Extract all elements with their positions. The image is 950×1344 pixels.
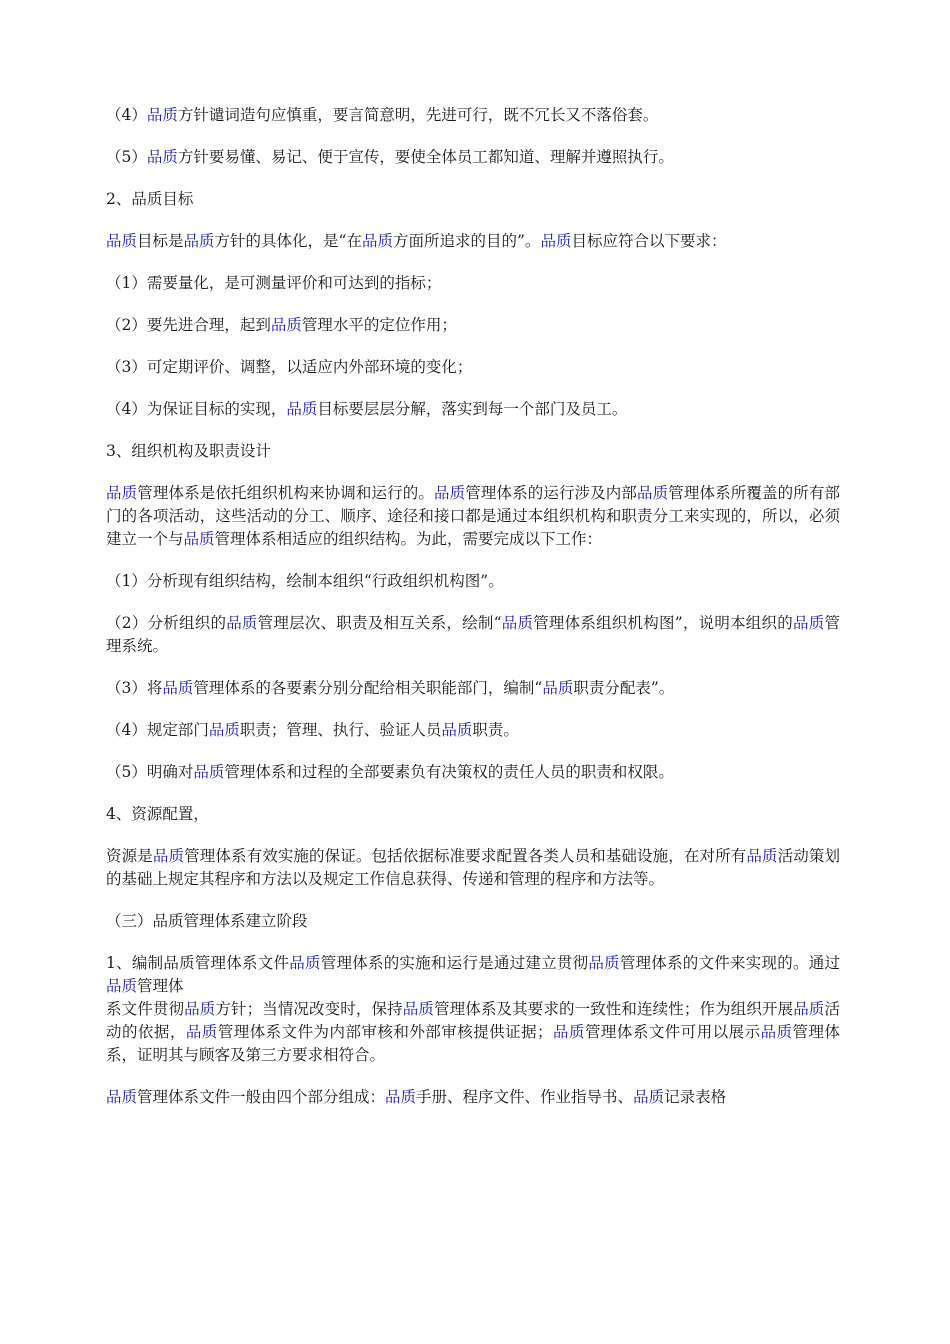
paragraph-text: 管理体系，证明其与顾客及第三方要求相符合。 xyxy=(106,1023,840,1064)
paragraph-text: 目标应符合以下要求： xyxy=(571,232,727,250)
keyword-link[interactable]: 品质 xyxy=(146,106,178,124)
paragraph-text: 活动的依据， xyxy=(106,1000,840,1041)
keyword-link[interactable]: 品质 xyxy=(106,232,138,250)
paragraph xyxy=(106,612,840,658)
keyword-link[interactable]: 品质 xyxy=(193,763,225,781)
paragraph-text: （5） xyxy=(106,148,147,166)
paragraph-text: 资源是 xyxy=(106,847,153,865)
keyword-link[interactable]: 品质 xyxy=(106,977,138,995)
paragraph xyxy=(106,104,840,127)
paragraph-text: 职责；管理、执行、验证人员 xyxy=(239,721,442,739)
keyword-link[interactable]: 品质 xyxy=(106,1088,138,1106)
paragraph-text: （1）分析现有组织结构，绘制本组织“行政组织机构图”。 xyxy=(106,572,504,590)
keyword-link[interactable]: 品质 xyxy=(542,679,574,697)
paragraph xyxy=(106,314,840,337)
paragraph-text: 记录表格 xyxy=(664,1088,727,1106)
keyword-link[interactable]: 品质 xyxy=(637,484,669,502)
paragraph-text: 方针的具体化，是“在 xyxy=(214,232,362,250)
paragraph-text: 职责。 xyxy=(472,721,519,739)
paragraph-text: （4）规定部门 xyxy=(106,721,209,739)
paragraph-text: （2）要先进合理，起到 xyxy=(106,316,271,334)
keyword-link[interactable]: 品质 xyxy=(441,721,473,739)
paragraph-text: （4）为保证目标的实现， xyxy=(106,400,287,418)
paragraph-text: 管理层次、职责及相互关系，绘制“ xyxy=(257,614,502,632)
paragraph-text: 管理体系的文件来实现的。通过 xyxy=(619,954,840,972)
paragraph xyxy=(106,803,840,826)
keyword-link[interactable]: 品质 xyxy=(183,232,215,250)
paragraph-text: 方针要易懂、易记、便于宣传，要使全体员工都知道、理解并遵照执行。 xyxy=(177,148,674,166)
paragraph xyxy=(106,146,840,169)
paragraph xyxy=(106,677,840,700)
paragraph-text: （1）需要量化，是可测量评价和可达到的指标； xyxy=(106,274,442,292)
paragraph xyxy=(106,910,840,933)
keyword-link[interactable]: 品质 xyxy=(552,1023,585,1041)
paragraph-text: 目标是 xyxy=(137,232,184,250)
paragraph-text: 3、组织机构及职责设计 xyxy=(106,442,271,460)
paragraph xyxy=(106,1086,840,1109)
paragraph-text: 系文件贯彻 xyxy=(106,1000,185,1018)
keyword-link[interactable]: 品质 xyxy=(270,316,302,334)
paragraph-text: （3）可定期评价、调整，以适应内外部环境的变化； xyxy=(106,358,473,376)
keyword-link[interactable]: 品质 xyxy=(385,1088,417,1106)
keyword-link[interactable]: 品质 xyxy=(540,232,572,250)
paragraph-text: 管理体系及其要求的一致性和连续性；作为组织开展 xyxy=(434,1000,794,1018)
keyword-link[interactable]: 品质 xyxy=(208,721,240,739)
paragraph-text: （三）品质管理体系建立阶段 xyxy=(106,912,308,930)
keyword-link[interactable]: 品质 xyxy=(402,1000,435,1018)
paragraph-text: 管理体系组织机构图”，说明本组织的 xyxy=(533,614,793,632)
paragraph-text: 管理体系的实施和运行是通过建立贯彻 xyxy=(320,954,589,972)
paragraph xyxy=(106,440,840,463)
paragraph xyxy=(106,272,840,295)
paragraph xyxy=(106,482,840,551)
keyword-link[interactable]: 品质 xyxy=(433,484,466,502)
keyword-link[interactable]: 品质 xyxy=(184,1000,216,1018)
paragraph xyxy=(106,356,840,379)
paragraph-text: （2）分析组织的 xyxy=(106,614,227,632)
keyword-link[interactable]: 品质 xyxy=(185,1023,218,1041)
paragraph xyxy=(106,719,840,742)
paragraph-text: 活动策划的基础上规定其程序和方法以及规定工作信息获得、传递和管理的程序和方法等。 xyxy=(106,847,840,888)
keyword-link[interactable]: 品质 xyxy=(793,1000,825,1018)
paragraph xyxy=(106,188,840,211)
paragraph-text: 方针；当情况改变时，保持 xyxy=(215,1000,403,1018)
keyword-link[interactable]: 品质 xyxy=(746,847,778,865)
keyword-link[interactable]: 品质 xyxy=(588,954,620,972)
paragraph-text: 管理体系文件一般由四个部分组成： xyxy=(137,1088,386,1106)
paragraph-text: 管理体系的运行涉及内部 xyxy=(465,484,638,502)
keyword-link[interactable]: 品质 xyxy=(183,530,215,548)
keyword-link[interactable]: 品质 xyxy=(760,1023,793,1041)
paragraph xyxy=(106,570,840,593)
paragraph-text: 管理体系相适应的组织结构。为此，需要完成以下工作： xyxy=(214,530,603,548)
document-page xyxy=(106,104,840,1128)
paragraph-text: （5）明确对 xyxy=(106,763,194,781)
paragraph-text: 方面所追求的目的”。 xyxy=(393,232,541,250)
keyword-link[interactable]: 品质 xyxy=(792,614,825,632)
keyword-link[interactable]: 品质 xyxy=(106,484,138,502)
paragraph-text: 管理体系的各要素分别分配给相关职能部门，编制“ xyxy=(193,679,543,697)
keyword-link[interactable]: 品质 xyxy=(146,148,178,166)
paragraph-text: 职责分配表”。 xyxy=(573,679,675,697)
keyword-link[interactable]: 品质 xyxy=(226,614,258,632)
paragraph-text: 管理体系是依托组织机构来协调和运行的。 xyxy=(137,484,434,502)
paragraph-text: （4） xyxy=(106,106,147,124)
paragraph-text: 管理体系和过程的全部要素负有决策权的责任人员的职责和权限。 xyxy=(224,763,674,781)
paragraph-text: 管理体系有效实施的保证。包括依据标准要求配置各类人员和基础设施，在对所有 xyxy=(184,847,747,865)
keyword-link[interactable]: 品质 xyxy=(286,400,318,418)
paragraph-text: 管理体 xyxy=(137,977,184,995)
paragraph-text: 1、编制品质管理体系文件 xyxy=(106,954,290,972)
paragraph-text: 目标要层层分解，落实到每一个部门及员工。 xyxy=(317,400,628,418)
paragraph-text: 管理水平的定位作用； xyxy=(301,316,457,334)
keyword-link[interactable]: 品质 xyxy=(633,1088,665,1106)
paragraph-text: 手册、程序文件、作业指导书、 xyxy=(416,1088,634,1106)
paragraph-text: 4、资源配置， xyxy=(106,805,209,823)
paragraph-text: （3）将 xyxy=(106,679,163,697)
paragraph xyxy=(106,761,840,784)
paragraph-text: 管理体系文件为内部审核和外部审核提供证据； xyxy=(217,1023,553,1041)
keyword-link[interactable]: 品质 xyxy=(289,954,321,972)
keyword-link[interactable]: 品质 xyxy=(501,614,534,632)
paragraph xyxy=(106,845,840,891)
paragraph xyxy=(106,398,840,421)
keyword-link[interactable]: 品质 xyxy=(162,679,194,697)
keyword-link[interactable]: 品质 xyxy=(152,847,185,865)
paragraph-text: 管理体系所覆盖的所有部门的各项活动，这些活动的分工、顺序、途径和接口都是通过本组织机构和职责分工来实现的，所以，必须建立一个与 xyxy=(106,484,840,548)
keyword-link[interactable]: 品质 xyxy=(361,232,393,250)
paragraph xyxy=(106,230,840,253)
paragraph-text: 方针谴词造句应慎重，要言简意明，先进可行，既不冗长又不落俗套。 xyxy=(177,106,659,124)
paragraph xyxy=(106,952,840,998)
paragraph-text: 管理系统。 xyxy=(106,614,840,655)
paragraph-text: 2、品质目标 xyxy=(106,190,194,208)
paragraph-text: 管理体系文件可用以展示 xyxy=(584,1023,761,1041)
paragraph xyxy=(106,998,840,1067)
